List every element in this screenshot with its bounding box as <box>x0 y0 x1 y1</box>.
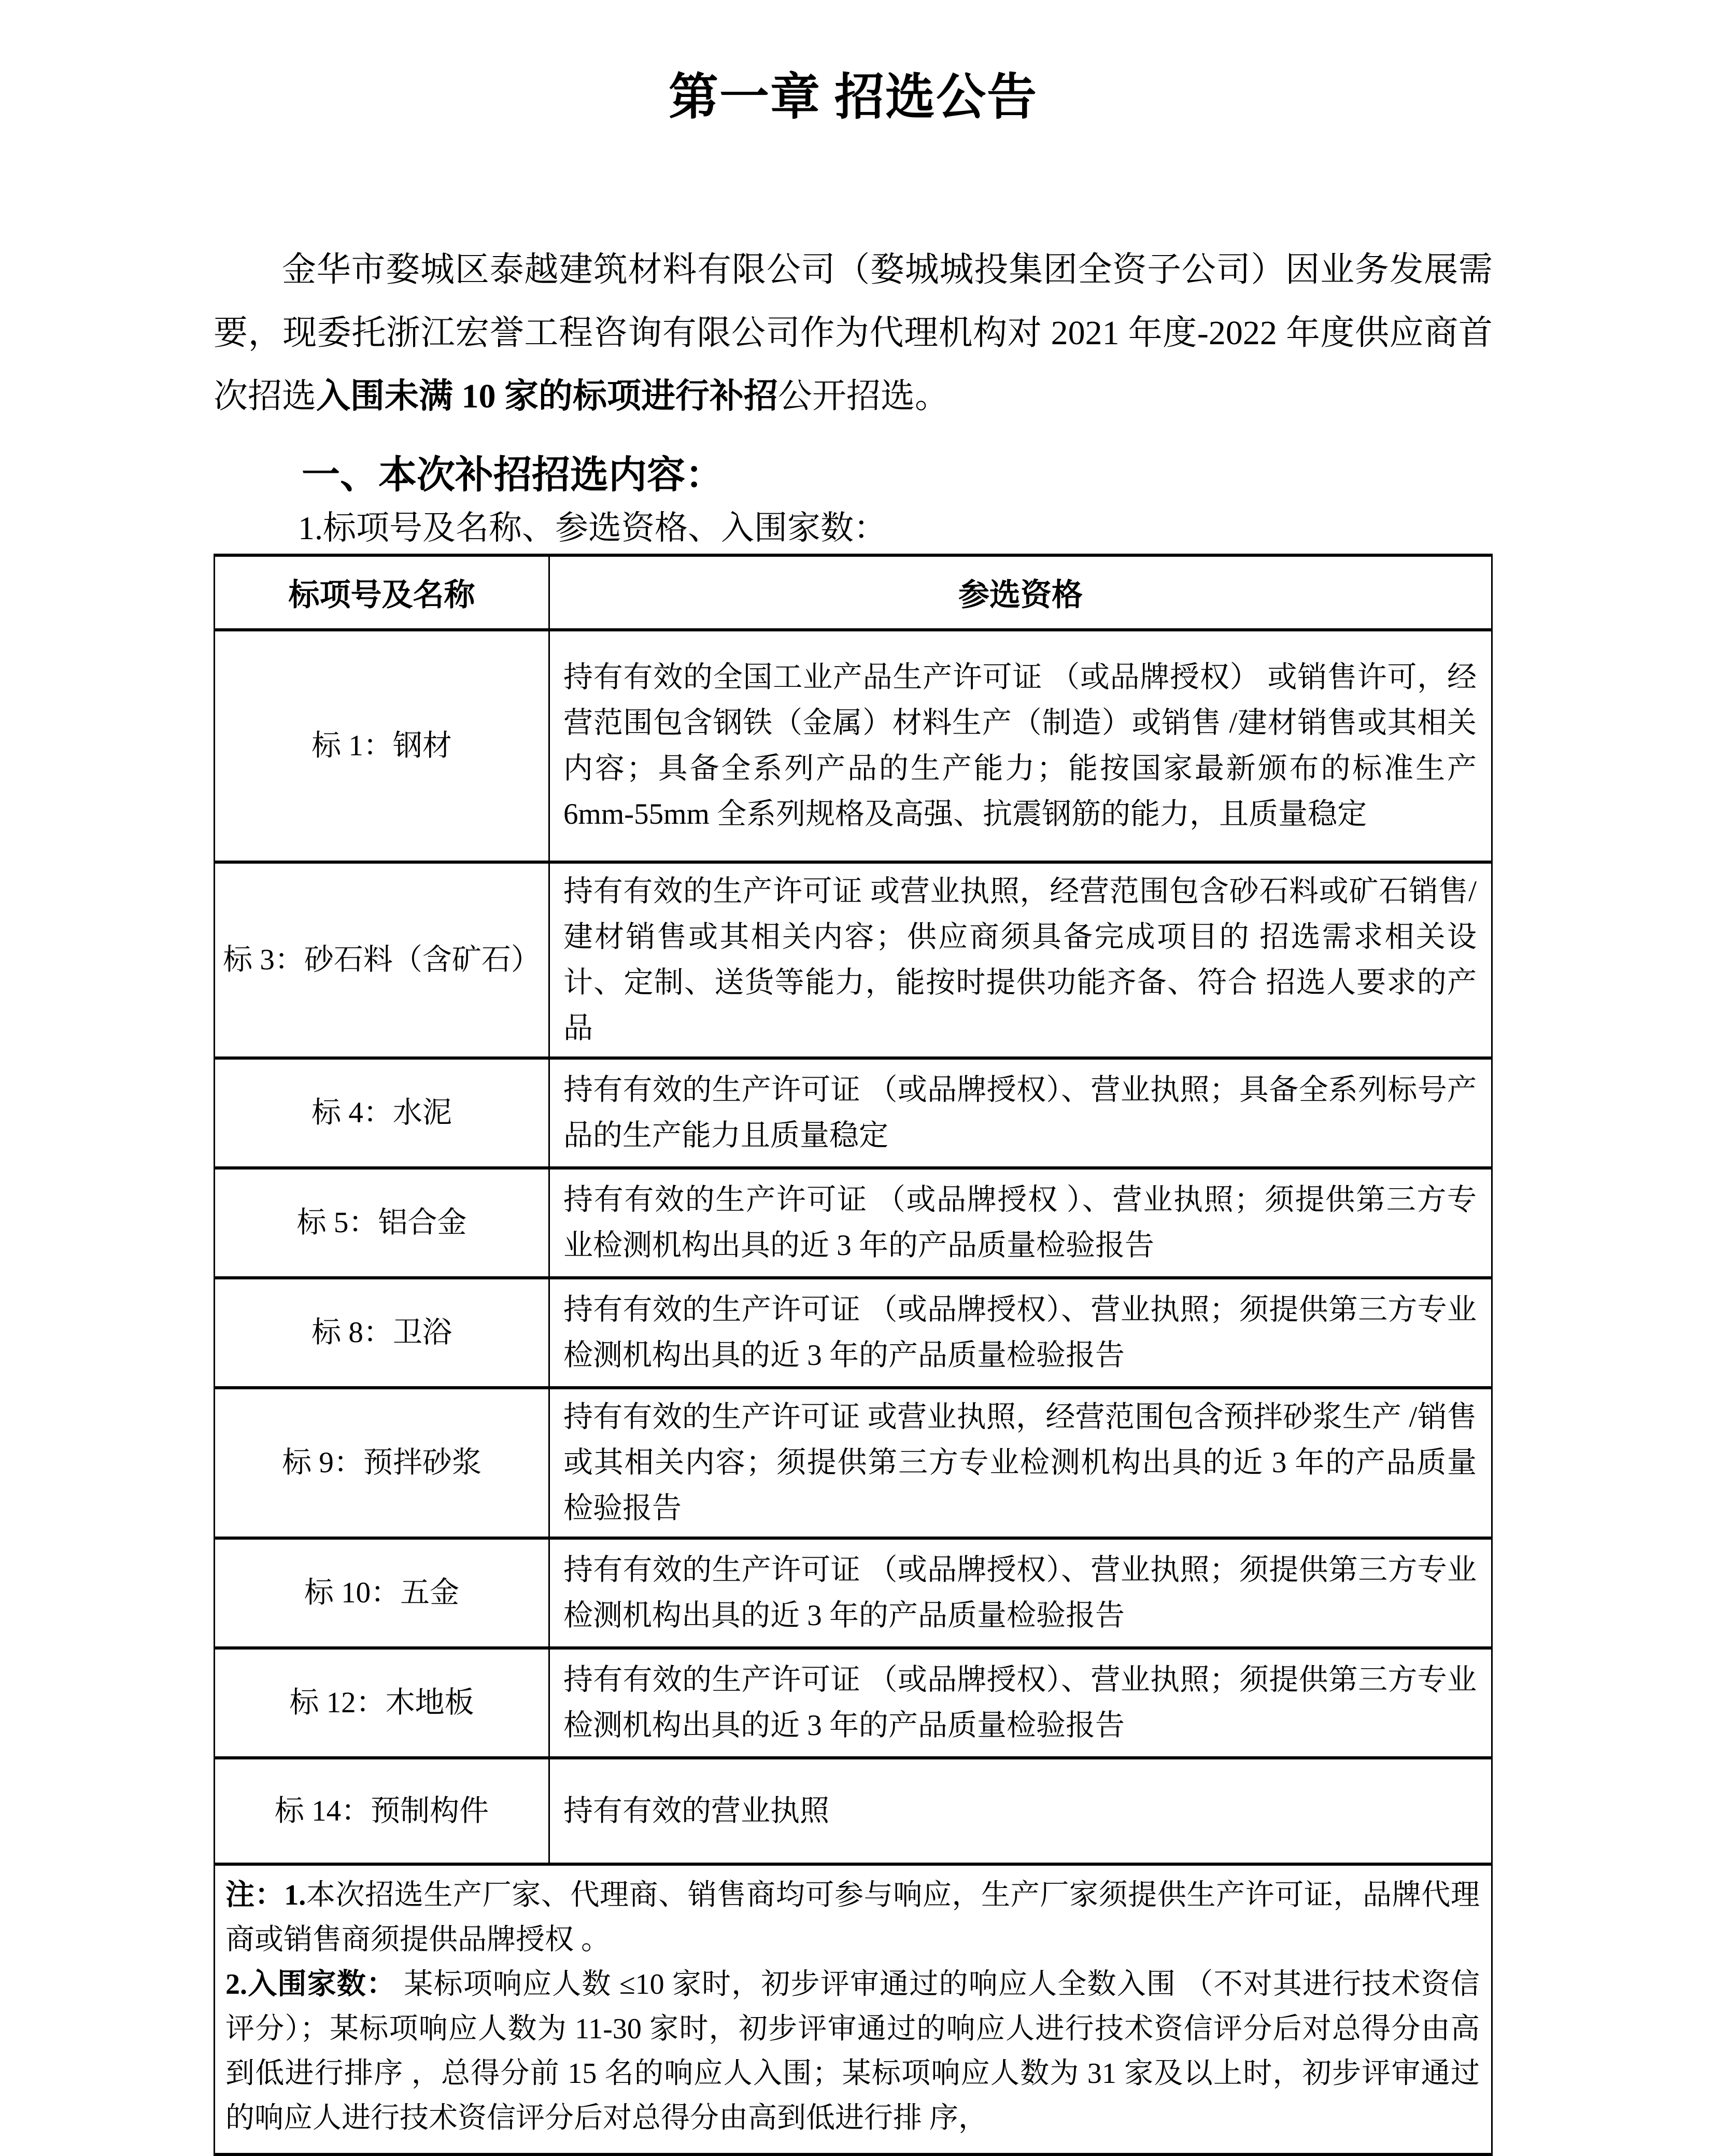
bid-item-cell: 标 12：木地板 <box>215 1648 549 1758</box>
intro-text: 金华市婺城区泰越建筑材料有限公司（婺城城投集团全资子公司）因业务发展需要，现委托浙江宏誉工程咨询有限公司作为代理机构对 2021 年度-2022 年度供应商首次招选 <box>214 251 1493 415</box>
bid-item-cell: 标 3：砂石料（含矿石） <box>215 862 549 1058</box>
note-item-2-label: 2.入围家数： <box>225 1968 396 2000</box>
chapter-title: 第一章 招选公告 <box>669 69 1038 125</box>
table-row <box>215 1278 1492 1388</box>
table-row <box>215 1538 1492 1648</box>
qualification-cell: 持有有效的生产许可证 （或品牌授权）、营业执照；须提供第三方专业检测机构出具的近 3 年的产品质量检验报告 <box>549 1538 1492 1648</box>
table-row <box>215 630 1492 862</box>
table-note-row <box>215 1864 1492 2154</box>
table-row <box>215 1758 1492 1864</box>
list-item-heading: 1.标项号及名称、参选资格、入围家数： <box>298 510 887 546</box>
qualification-cell: 持有有效的生产许可证 或营业执照，经营范围包含预拌砂浆生产 /销售或其相关内容；须提供第三方专业检测机构出具的近 3 年的产品质量检验报告 <box>549 1388 1492 1538</box>
bid-item-cell: 标 4：水泥 <box>215 1058 549 1168</box>
qualification-table <box>214 554 1493 2156</box>
qualification-cell: 持有有效的生产许可证 （或品牌授权 ）、营业执照；须提供第三方专业检测机构出具的近 3 年的产品质量检验报告 <box>549 1168 1492 1278</box>
intro-text-end: 公开招选。 <box>778 377 949 415</box>
intro-paragraph <box>214 238 1493 428</box>
table-row <box>215 1168 1492 1278</box>
bid-item-cell: 标 5：铝合金 <box>215 1168 549 1278</box>
note-item-2-text: 某标项响应人数 ≤10 家时，初步评审通过的响应人全数入围 （不对其进行技术资信评分）；某标项响应人数为 11-30 家时，初步评审通过的响应人进行技术资信评分后对总得分由高到低进行排序 ，总得分前 15 名的响应人入围；某标项响应人数为 31 家及以上时，初步评审通过的响应人进行技术资信评分后对总得分由高到低进行排 序， <box>225 1968 1480 2134</box>
bid-item-cell: 标 1：钢材 <box>215 630 549 862</box>
note-item-1 <box>225 1873 1480 1962</box>
bid-item-cell: 标 8：卫浴 <box>215 1278 549 1388</box>
note-item-1-text: 本次招选生产厂家、代理商、销售商均可参与响应，生产厂家须提供生产许可证，品牌代理商或销售商须提供品牌授权 。 <box>225 1879 1480 1956</box>
intro-bold-text: 入围未满 10 家的标项进行补招 <box>316 377 778 415</box>
qualification-cell: 持有有效的生产许可证 （或品牌授权）、营业执照；须提供第三方专业检测机构出具的近 3 年的产品质量检验报告 <box>549 1648 1492 1758</box>
qualification-cell: 持有有效的生产许可证 或营业执照，经营范围包含砂石料或矿石销售/建材销售或其相关内容；供应商须具备完成项目的 招选需求相关设计、定制、送货等能力，能按时提供功能齐备、符合 招选人要求的产品 <box>549 862 1492 1058</box>
table-row <box>215 862 1492 1058</box>
table-row <box>215 1648 1492 1758</box>
table-row <box>215 1058 1492 1168</box>
qualification-cell: 持有有效的生产许可证 （或品牌授权）、营业执照；具备全系列标号产品的生产能力且质量稳定 <box>549 1058 1492 1168</box>
qualification-cell: 持有有效的全国工业产品生产许可证 （或品牌授权） 或销售许可，经营范围包含钢铁（金属）材料生产（制造）或销售 /建材销售或其相关内容；具备全系列产品的生产能力；能按国家最新颁布的标准生产 6mm-55mm 全系列规格及高强、抗震钢筋的能力，且质量稳定 <box>549 630 1492 862</box>
note-label: 注：1. <box>225 1879 306 1911</box>
header-qualification: 参选资格 <box>549 555 1492 630</box>
bid-item-cell: 标 14：预制构件 <box>215 1758 549 1864</box>
header-bid-item: 标项号及名称 <box>215 555 549 630</box>
note-item-2 <box>225 1962 1480 2140</box>
table-row <box>215 1388 1492 1538</box>
table-note-cell <box>215 1864 1492 2154</box>
table-header-row <box>215 555 1492 630</box>
section-heading: 一、本次补招招选内容： <box>302 454 724 497</box>
qualification-cell: 持有有效的生产许可证 （或品牌授权）、营业执照；须提供第三方专业检测机构出具的近 3 年的产品质量检验报告 <box>549 1278 1492 1388</box>
content-area <box>214 0 1493 2156</box>
qualification-cell: 持有有效的营业执照 <box>549 1758 1492 1864</box>
bid-item-cell: 标 10：五金 <box>215 1538 549 1648</box>
bid-item-cell: 标 9：预拌砂浆 <box>215 1388 549 1538</box>
